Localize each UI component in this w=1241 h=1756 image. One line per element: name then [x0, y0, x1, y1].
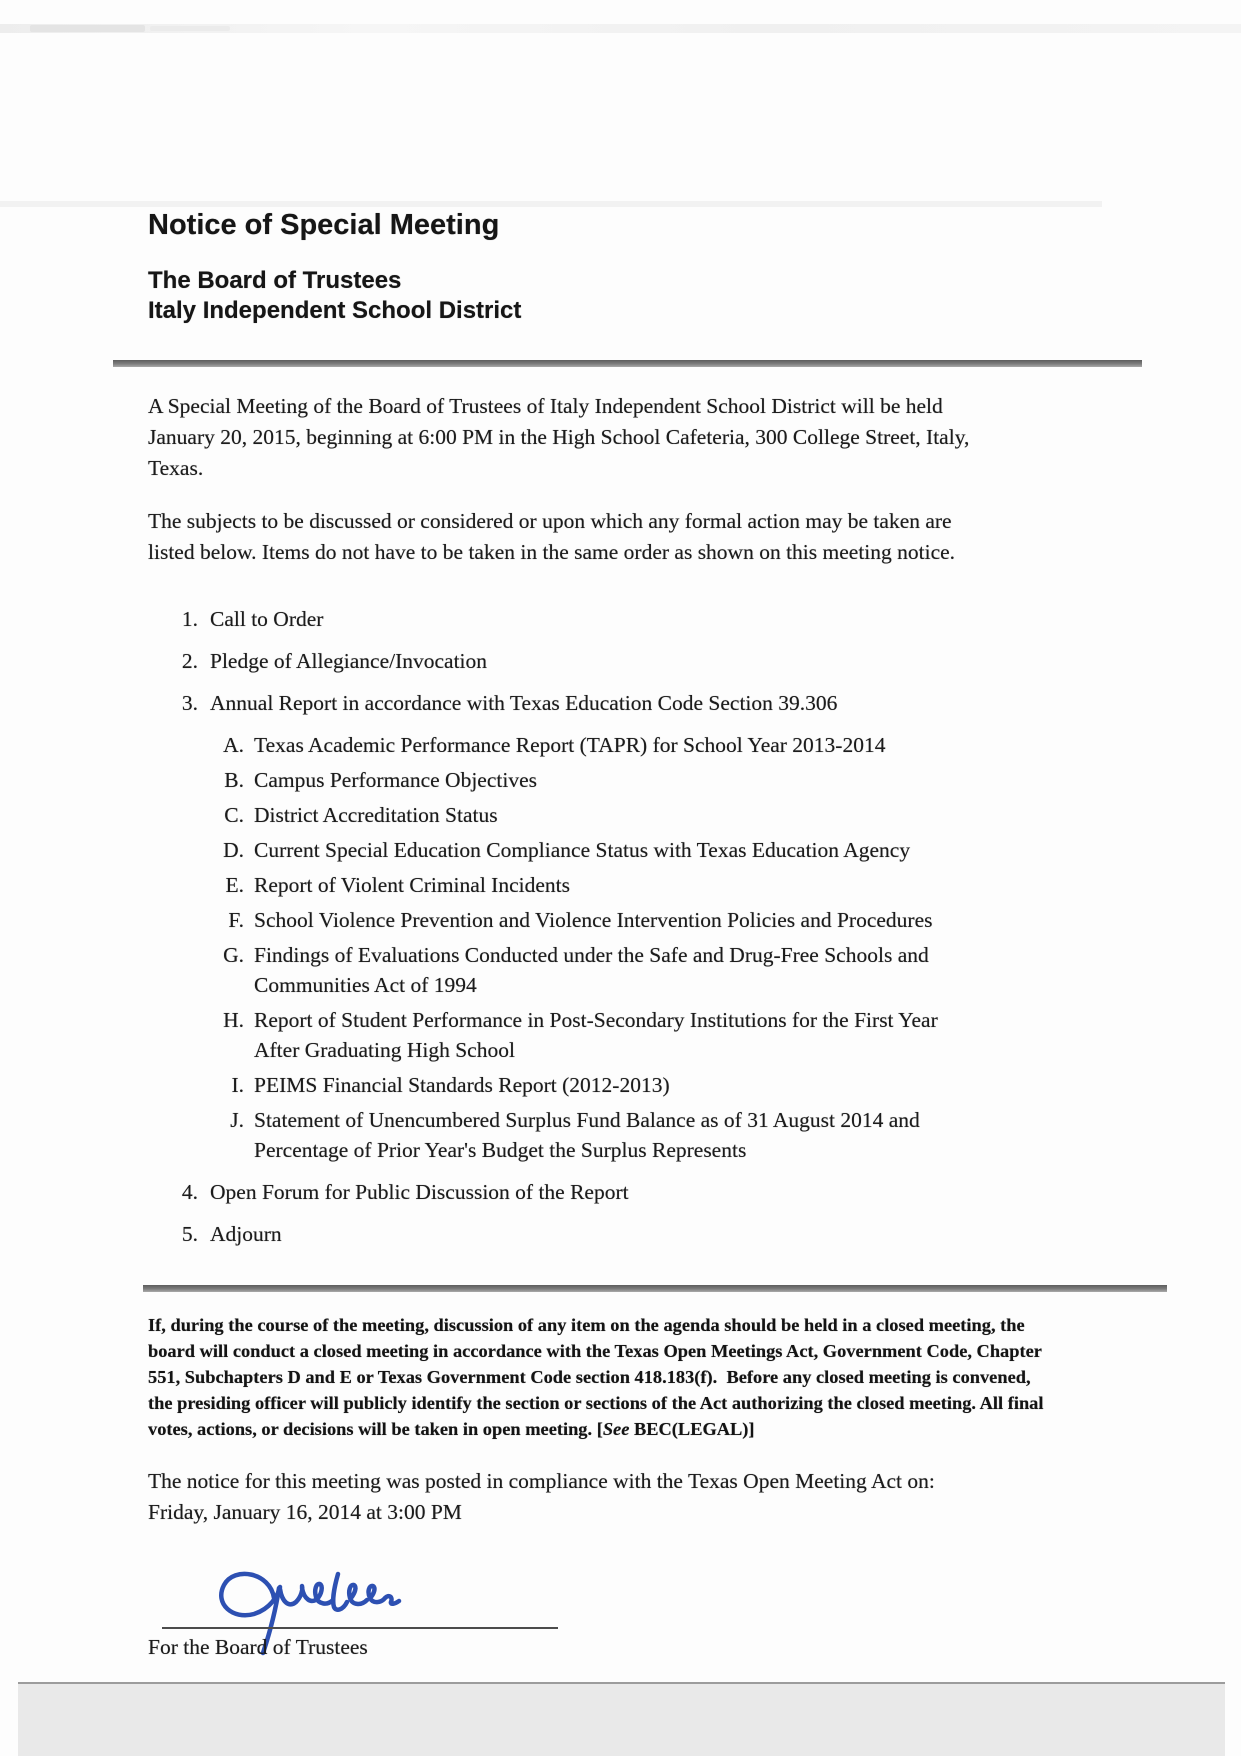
agenda-item-number: 3. [181, 691, 198, 715]
organization-heading [148, 266, 1138, 326]
agenda-item-5 [168, 1219, 1138, 1249]
agenda-subitem-letter: G. [223, 943, 244, 967]
agenda-subitem-text-line: Statement of Unencumbered Surplus Fund Balance as of 31 August 2014 and [254, 1108, 920, 1132]
intro-line: January 20, 2015, beginning at 6:00 PM in the High School Cafeteria, 300 College Street, Italy, [148, 425, 970, 449]
subjects-paragraph [148, 506, 1060, 568]
intro-line: Texas. [148, 456, 204, 480]
agenda-subitem-letter: F. [228, 908, 244, 932]
closed-meeting-line: 551, Subchapters D and E or Texas Government Code section 418.183(f). Before any closed meeting is convened, [148, 1367, 1031, 1387]
posting-statement-line: The notice for this meeting was posted in compliance with the Texas Open Meeting Act on: [148, 1469, 935, 1493]
scan-artifact-smudge [30, 25, 145, 32]
agenda-subitem-text: Texas Academic Performance Report (TAPR) for School Year 2013-2014 [254, 733, 886, 757]
document-page [148, 0, 1138, 1528]
agenda-item-number: 4. [181, 1180, 198, 1204]
signature-caption: For the Board of Trustees [148, 1635, 368, 1659]
agenda-subitem-J [218, 1105, 1138, 1165]
agenda-subitem-letter: D. [223, 838, 244, 862]
page-title: Notice of Special Meeting [148, 209, 500, 241]
agenda-subitem-B [218, 765, 1138, 795]
closed-meeting-line-suffix: BEC(LEGAL)] [629, 1419, 755, 1439]
closed-meeting-line [148, 1416, 1150, 1442]
horizontal-rule-top [113, 360, 1142, 367]
agenda-subitem-text-line: Findings of Evaluations Conducted under the Safe and Drug-Free Schools and [254, 943, 929, 967]
agenda-item-2 [168, 646, 1138, 676]
agenda-item-text: Pledge of Allegiance/Invocation [210, 649, 488, 673]
agenda-subitem-text [254, 940, 1054, 1000]
agenda-item-1 [168, 604, 1138, 634]
signature-line [162, 1627, 558, 1629]
see-reference-italic: See [602, 1419, 630, 1439]
subjects-line: listed below. Items do not have to be taken in the same order as shown on this meeting notice. [148, 540, 956, 564]
agenda-subitem-letter: E. [225, 873, 244, 897]
closed-meeting-line: board will conduct a closed meeting in accordance with the Texas Open Meetings Act, Government Code, Chapter [148, 1341, 1042, 1361]
closed-meeting-line-prefix: votes, actions, or decisions will be taken in open meeting. [ [148, 1419, 603, 1439]
agenda-subitem-text [254, 1005, 1054, 1065]
agenda-list [168, 604, 1138, 1249]
posting-statement-line: Friday, January 16, 2014 at 3:00 PM [148, 1500, 462, 1524]
agenda-item-number: 5. [181, 1222, 198, 1246]
agenda-subitem-letter: H. [223, 1008, 244, 1032]
agenda-subitem-text: School Violence Prevention and Violence Intervention Policies and Procedures [254, 908, 933, 932]
agenda-item-text: Call to Order [210, 607, 324, 631]
agenda-item-3 [168, 688, 1138, 718]
agenda-subitem-letter: J. [230, 1108, 244, 1132]
horizontal-rule-bottom [143, 1285, 1167, 1292]
agenda-item-4 [168, 1177, 1138, 1207]
agenda-subitem-H [218, 1005, 1138, 1065]
agenda-subitem-I [218, 1070, 1138, 1100]
agenda-subitem-F [218, 905, 1138, 935]
agenda-subitem-C [218, 800, 1138, 830]
agenda-subitem-text: District Accreditation Status [254, 803, 498, 827]
agenda-item-text: Annual Report in accordance with Texas Education Code Section 39.306 [210, 691, 838, 715]
posting-statement [148, 1466, 1138, 1528]
agenda-subitem-text: Campus Performance Objectives [254, 768, 537, 792]
agenda-item-text: Adjourn [210, 1222, 282, 1246]
agenda-item-number: 1. [181, 607, 198, 631]
agenda-subitem-text-line: Report of Student Performance in Post-Secondary Institutions for the First Year [254, 1008, 938, 1032]
intro-paragraph [148, 391, 1060, 484]
agenda-subitem-text: PEIMS Financial Standards Report (2012-2013) [254, 1073, 670, 1097]
agenda-subitem-text-line: Percentage of Prior Year's Budget the Surplus Represents [254, 1138, 747, 1162]
agenda-subitem-text [254, 1105, 1054, 1165]
agenda-subitem-letter: A. [223, 733, 244, 757]
organization-line-board: The Board of Trustees [148, 267, 402, 294]
agenda-subitem-E [218, 870, 1138, 900]
agenda-subitem-letter: I. [231, 1073, 244, 1097]
closed-meeting-line: the presiding officer will publicly identify the section or sections of the Act authorizing the closed meeting. All final [148, 1393, 1044, 1413]
intro-line: A Special Meeting of the Board of Trustees of Italy Independent School District will be held [148, 394, 943, 418]
agenda-subitem-G [218, 940, 1138, 1000]
agenda-subitem-letter: B. [224, 768, 244, 792]
agenda-subitem-text: Current Special Education Compliance Status with Texas Education Agency [254, 838, 911, 862]
agenda-subitem-text-line: Communities Act of 1994 [254, 973, 477, 997]
subjects-line: The subjects to be discussed or considered or upon which any formal action may be taken are [148, 509, 952, 533]
signature-block [148, 1558, 578, 1678]
scan-artifact-page-bottom-edge [18, 1682, 1225, 1756]
closed-meeting-notice [148, 1312, 1150, 1442]
closed-meeting-line: If, during the course of the meeting, discussion of any item on the agenda should be held in a closed meeting, the [148, 1315, 1025, 1335]
agenda-subitem-text-line: After Graduating High School [254, 1038, 515, 1062]
agenda-item-number: 2. [181, 649, 198, 673]
organization-line-district: Italy Independent School District [148, 297, 522, 324]
agenda-subitem-text: Report of Violent Criminal Incidents [254, 873, 570, 897]
agenda-item-text: Open Forum for Public Discussion of the Report [210, 1180, 629, 1204]
agenda-subitem-A [218, 730, 1138, 760]
agenda-subitem-letter: C. [224, 803, 244, 827]
agenda-subitem-D [218, 835, 1138, 865]
